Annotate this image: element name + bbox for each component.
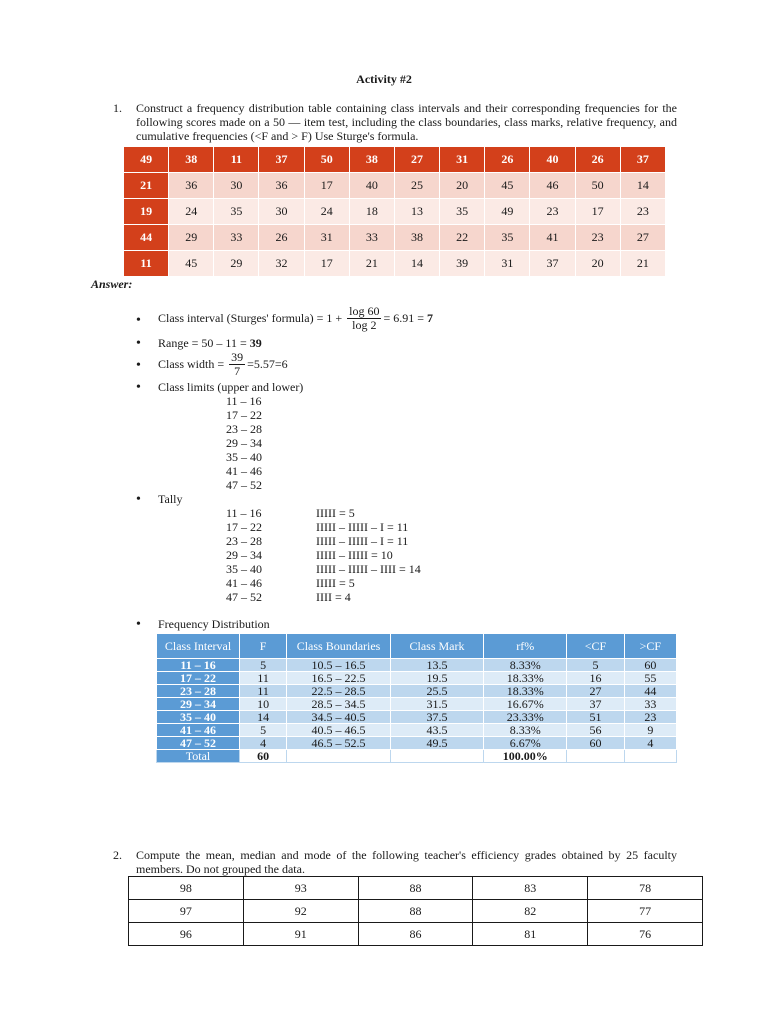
table-row	[124, 199, 666, 225]
table-cell: 11	[240, 672, 287, 685]
score-cell: 27	[620, 225, 665, 251]
score-cell: 36	[169, 173, 214, 199]
table-cell: 55	[624, 672, 676, 685]
score-cell: 41	[530, 225, 575, 251]
score-cell: 21	[124, 173, 169, 199]
bullet-icon: •	[136, 358, 141, 373]
grade-cell: 81	[473, 923, 588, 946]
table-row	[129, 923, 703, 946]
table-row	[124, 251, 666, 277]
bullet-icon: •	[136, 313, 141, 328]
bullet-icon: •	[136, 492, 141, 507]
table-cell: 5	[240, 724, 287, 737]
fraction-numerator: log 60	[349, 304, 380, 318]
grade-cell: 97	[129, 900, 244, 923]
range-line	[158, 336, 262, 351]
score-cell: 14	[620, 173, 665, 199]
score-cell: 38	[394, 225, 439, 251]
table-cell: 5	[240, 659, 287, 672]
grade-cell: 93	[243, 877, 358, 900]
class-limit-item: 29 – 34	[226, 436, 262, 450]
class-interval-formula	[158, 305, 433, 332]
bullet-icon: •	[136, 617, 141, 632]
total-cell	[567, 750, 624, 763]
class-width-prefix: Class width =	[158, 357, 228, 371]
table-cell: 11 – 16	[157, 659, 240, 672]
bullet-icon: •	[136, 380, 141, 395]
total-cell	[390, 750, 483, 763]
score-cell: 49	[485, 199, 530, 225]
fraction-denominator: 7	[234, 364, 241, 378]
answer-label: Answer:	[91, 277, 133, 291]
class-limits-list	[226, 394, 262, 492]
table-row	[157, 711, 677, 724]
table-cell: 23 – 28	[157, 685, 240, 698]
question-1-text: Construct a frequency distribution table containing class intervals and their corresponding frequencies for the following scores made on a 50 — item test, including the class boundaries, class marks, relative frequency, and cumulative frequencies (<F and > F) Use Sturge's formula.	[136, 101, 677, 143]
score-cell: 46	[530, 173, 575, 199]
table-cell: 17 – 22	[157, 672, 240, 685]
class-interval-fraction	[347, 305, 381, 332]
tally-interval: 29 – 34	[226, 548, 262, 562]
table-cell: 43.5	[390, 724, 483, 737]
table-cell: 33	[624, 698, 676, 711]
tally-mark: IIIII – IIIII – IIII = 14	[316, 562, 421, 576]
total-row	[157, 750, 677, 763]
score-cell: 37	[259, 147, 304, 173]
range-text: Range = 50 – 11 =	[158, 336, 250, 350]
score-cell: 35	[214, 199, 259, 225]
column-header: Class Interval	[157, 634, 240, 659]
score-cell: 22	[440, 225, 485, 251]
grade-cell: 77	[588, 900, 703, 923]
score-cell: 45	[169, 251, 214, 277]
tally-mark: IIIII = 5	[316, 506, 355, 520]
table-row	[157, 724, 677, 737]
table-cell: 5	[567, 659, 624, 672]
table-cell: 10	[240, 698, 287, 711]
score-cell: 24	[169, 199, 214, 225]
table-row	[157, 672, 677, 685]
table-cell: 56	[567, 724, 624, 737]
grade-cell: 83	[473, 877, 588, 900]
score-cell: 30	[214, 173, 259, 199]
grade-cell: 88	[358, 877, 473, 900]
grade-cell: 88	[358, 900, 473, 923]
class-limit-item: 17 – 22	[226, 408, 262, 422]
score-cell: 20	[440, 173, 485, 199]
tally-interval: 47 – 52	[226, 590, 262, 604]
table-cell: 47 – 52	[157, 737, 240, 750]
grades-table	[128, 876, 703, 946]
score-cell: 40	[530, 147, 575, 173]
score-cell: 17	[304, 251, 349, 277]
table-cell: 35 – 40	[157, 711, 240, 724]
score-cell: 26	[485, 147, 530, 173]
table-cell: 16	[567, 672, 624, 685]
question-1-number: 1.	[113, 101, 122, 115]
tally-mark: IIIII – IIIII = 10	[316, 548, 393, 562]
page-title: Activity #2	[356, 72, 412, 86]
total-cell	[624, 750, 676, 763]
score-cell: 26	[259, 225, 304, 251]
table-header-row	[157, 634, 677, 659]
class-limit-item: 41 – 46	[226, 464, 262, 478]
table-row	[157, 737, 677, 750]
grade-cell: 86	[358, 923, 473, 946]
total-cell: Total	[157, 750, 240, 763]
class-limit-item: 23 – 28	[226, 422, 262, 436]
column-header: Class Boundaries	[287, 634, 391, 659]
score-cell: 11	[214, 147, 259, 173]
table-cell: 23.33%	[484, 711, 567, 724]
class-width-suffix: =5.57=6	[247, 357, 288, 371]
score-cell: 30	[259, 199, 304, 225]
grade-cell: 96	[129, 923, 244, 946]
table-cell: 4	[240, 737, 287, 750]
column-header: >CF	[624, 634, 676, 659]
table-cell: 11	[240, 685, 287, 698]
table-cell: 27	[567, 685, 624, 698]
table-cell: 18.33%	[484, 685, 567, 698]
grade-cell: 91	[243, 923, 358, 946]
table-cell: 4	[624, 737, 676, 750]
score-cell: 31	[440, 147, 485, 173]
table-cell: 23	[624, 711, 676, 724]
score-cell: 44	[124, 225, 169, 251]
score-cell: 45	[485, 173, 530, 199]
table-row	[129, 900, 703, 923]
total-cell	[287, 750, 391, 763]
score-cell: 17	[575, 199, 620, 225]
class-limit-item: 47 – 52	[226, 478, 262, 492]
table-cell: 44	[624, 685, 676, 698]
table-cell: 29 – 34	[157, 698, 240, 711]
frequency-distribution-label: Frequency Distribution	[158, 617, 270, 631]
score-cell: 36	[259, 173, 304, 199]
column-header: rf%	[484, 634, 567, 659]
table-row	[157, 698, 677, 711]
range-result: 39	[249, 336, 262, 350]
table-cell: 49.5	[390, 737, 483, 750]
tally-mark: IIII = 4	[316, 590, 351, 604]
grade-cell: 92	[243, 900, 358, 923]
class-interval-suffix: = 6.91 =	[383, 311, 428, 325]
score-cell: 37	[530, 251, 575, 277]
grade-cell: 78	[588, 877, 703, 900]
score-cell: 13	[394, 199, 439, 225]
score-cell: 18	[349, 199, 394, 225]
table-cell: 46.5 – 52.5	[287, 737, 391, 750]
table-cell: 16.5 – 22.5	[287, 672, 391, 685]
class-limit-item: 35 – 40	[226, 450, 262, 464]
tally-marks	[316, 506, 421, 604]
tally-interval: 11 – 16	[226, 506, 262, 520]
table-cell: 10.5 – 16.5	[287, 659, 391, 672]
scores-table	[123, 146, 666, 277]
tally-interval: 17 – 22	[226, 520, 262, 534]
table-cell: 37	[567, 698, 624, 711]
table-cell: 19.5	[390, 672, 483, 685]
frequency-table	[156, 633, 677, 763]
table-cell: 8.33%	[484, 659, 567, 672]
score-cell: 23	[530, 199, 575, 225]
table-cell: 51	[567, 711, 624, 724]
score-cell: 35	[485, 225, 530, 251]
total-cell: 100.00%	[484, 750, 567, 763]
score-cell: 24	[304, 199, 349, 225]
class-limit-item: 11 – 16	[226, 394, 262, 408]
class-interval-result: 7	[427, 311, 434, 325]
table-cell: 13.5	[390, 659, 483, 672]
score-cell: 33	[349, 225, 394, 251]
table-cell: 41 – 46	[157, 724, 240, 737]
score-cell: 29	[214, 251, 259, 277]
table-cell: 22.5 – 28.5	[287, 685, 391, 698]
bullet-icon: •	[136, 336, 141, 351]
column-header: Class Mark	[390, 634, 483, 659]
class-width-fraction	[229, 351, 245, 378]
total-cell: 60	[240, 750, 287, 763]
tally-interval: 41 – 46	[226, 576, 262, 590]
score-cell: 21	[620, 251, 665, 277]
table-cell: 8.33%	[484, 724, 567, 737]
score-cell: 40	[349, 173, 394, 199]
score-cell: 27	[394, 147, 439, 173]
table-cell: 40.5 – 46.5	[287, 724, 391, 737]
table-row	[124, 173, 666, 199]
grade-cell: 76	[588, 923, 703, 946]
score-cell: 26	[575, 147, 620, 173]
score-cell: 31	[485, 251, 530, 277]
tally-mark: IIIII = 5	[316, 576, 355, 590]
table-row	[157, 685, 677, 698]
class-interval-prefix: Class interval (Sturges' formula) = 1 +	[158, 311, 346, 325]
table-cell: 25.5	[390, 685, 483, 698]
score-cell: 37	[620, 147, 665, 173]
grade-cell: 98	[129, 877, 244, 900]
column-header: F	[240, 634, 287, 659]
grade-cell: 82	[473, 900, 588, 923]
score-cell: 19	[124, 199, 169, 225]
score-cell: 20	[575, 251, 620, 277]
table-cell: 28.5 – 34.5	[287, 698, 391, 711]
score-cell: 23	[575, 225, 620, 251]
fraction-numerator: 39	[231, 350, 244, 364]
table-cell: 37.5	[390, 711, 483, 724]
score-cell: 25	[394, 173, 439, 199]
fraction-denominator: log 2	[352, 318, 377, 332]
table-cell: 6.67%	[484, 737, 567, 750]
score-cell: 23	[620, 199, 665, 225]
score-cell: 39	[440, 251, 485, 277]
tally-label: Tally	[158, 492, 183, 506]
question-2-number: 2.	[113, 848, 122, 862]
tally-mark: IIIII – IIIII – I = 11	[316, 520, 409, 534]
tally-interval: 35 – 40	[226, 562, 262, 576]
tally-intervals	[226, 506, 262, 604]
table-cell: 18.33%	[484, 672, 567, 685]
table-row	[124, 147, 666, 173]
table-cell: 60	[567, 737, 624, 750]
table-cell: 60	[624, 659, 676, 672]
table-cell: 9	[624, 724, 676, 737]
tally-interval: 23 – 28	[226, 534, 262, 548]
score-cell: 49	[124, 147, 169, 173]
score-cell: 17	[304, 173, 349, 199]
table-row	[129, 877, 703, 900]
table-cell: 16.67%	[484, 698, 567, 711]
table-row	[157, 659, 677, 672]
class-limits-label: Class limits (upper and lower)	[158, 380, 304, 394]
score-cell: 32	[259, 251, 304, 277]
score-cell: 38	[169, 147, 214, 173]
tally-mark: IIIII – IIIII – I = 11	[316, 534, 409, 548]
score-cell: 35	[440, 199, 485, 225]
table-cell: 34.5 – 40.5	[287, 711, 391, 724]
table-row	[124, 225, 666, 251]
score-cell: 38	[349, 147, 394, 173]
score-cell: 11	[124, 251, 169, 277]
question-2-text: Compute the mean, median and mode of the following teacher's efficiency grades obtained by 25 faculty members. Do not grouped the data.	[136, 848, 677, 876]
score-cell: 14	[394, 251, 439, 277]
score-cell: 50	[575, 173, 620, 199]
column-header: <CF	[567, 634, 624, 659]
score-cell: 21	[349, 251, 394, 277]
score-cell: 29	[169, 225, 214, 251]
table-cell: 31.5	[390, 698, 483, 711]
table-cell: 14	[240, 711, 287, 724]
class-width-formula	[158, 351, 288, 378]
score-cell: 50	[304, 147, 349, 173]
score-cell: 31	[304, 225, 349, 251]
score-cell: 33	[214, 225, 259, 251]
